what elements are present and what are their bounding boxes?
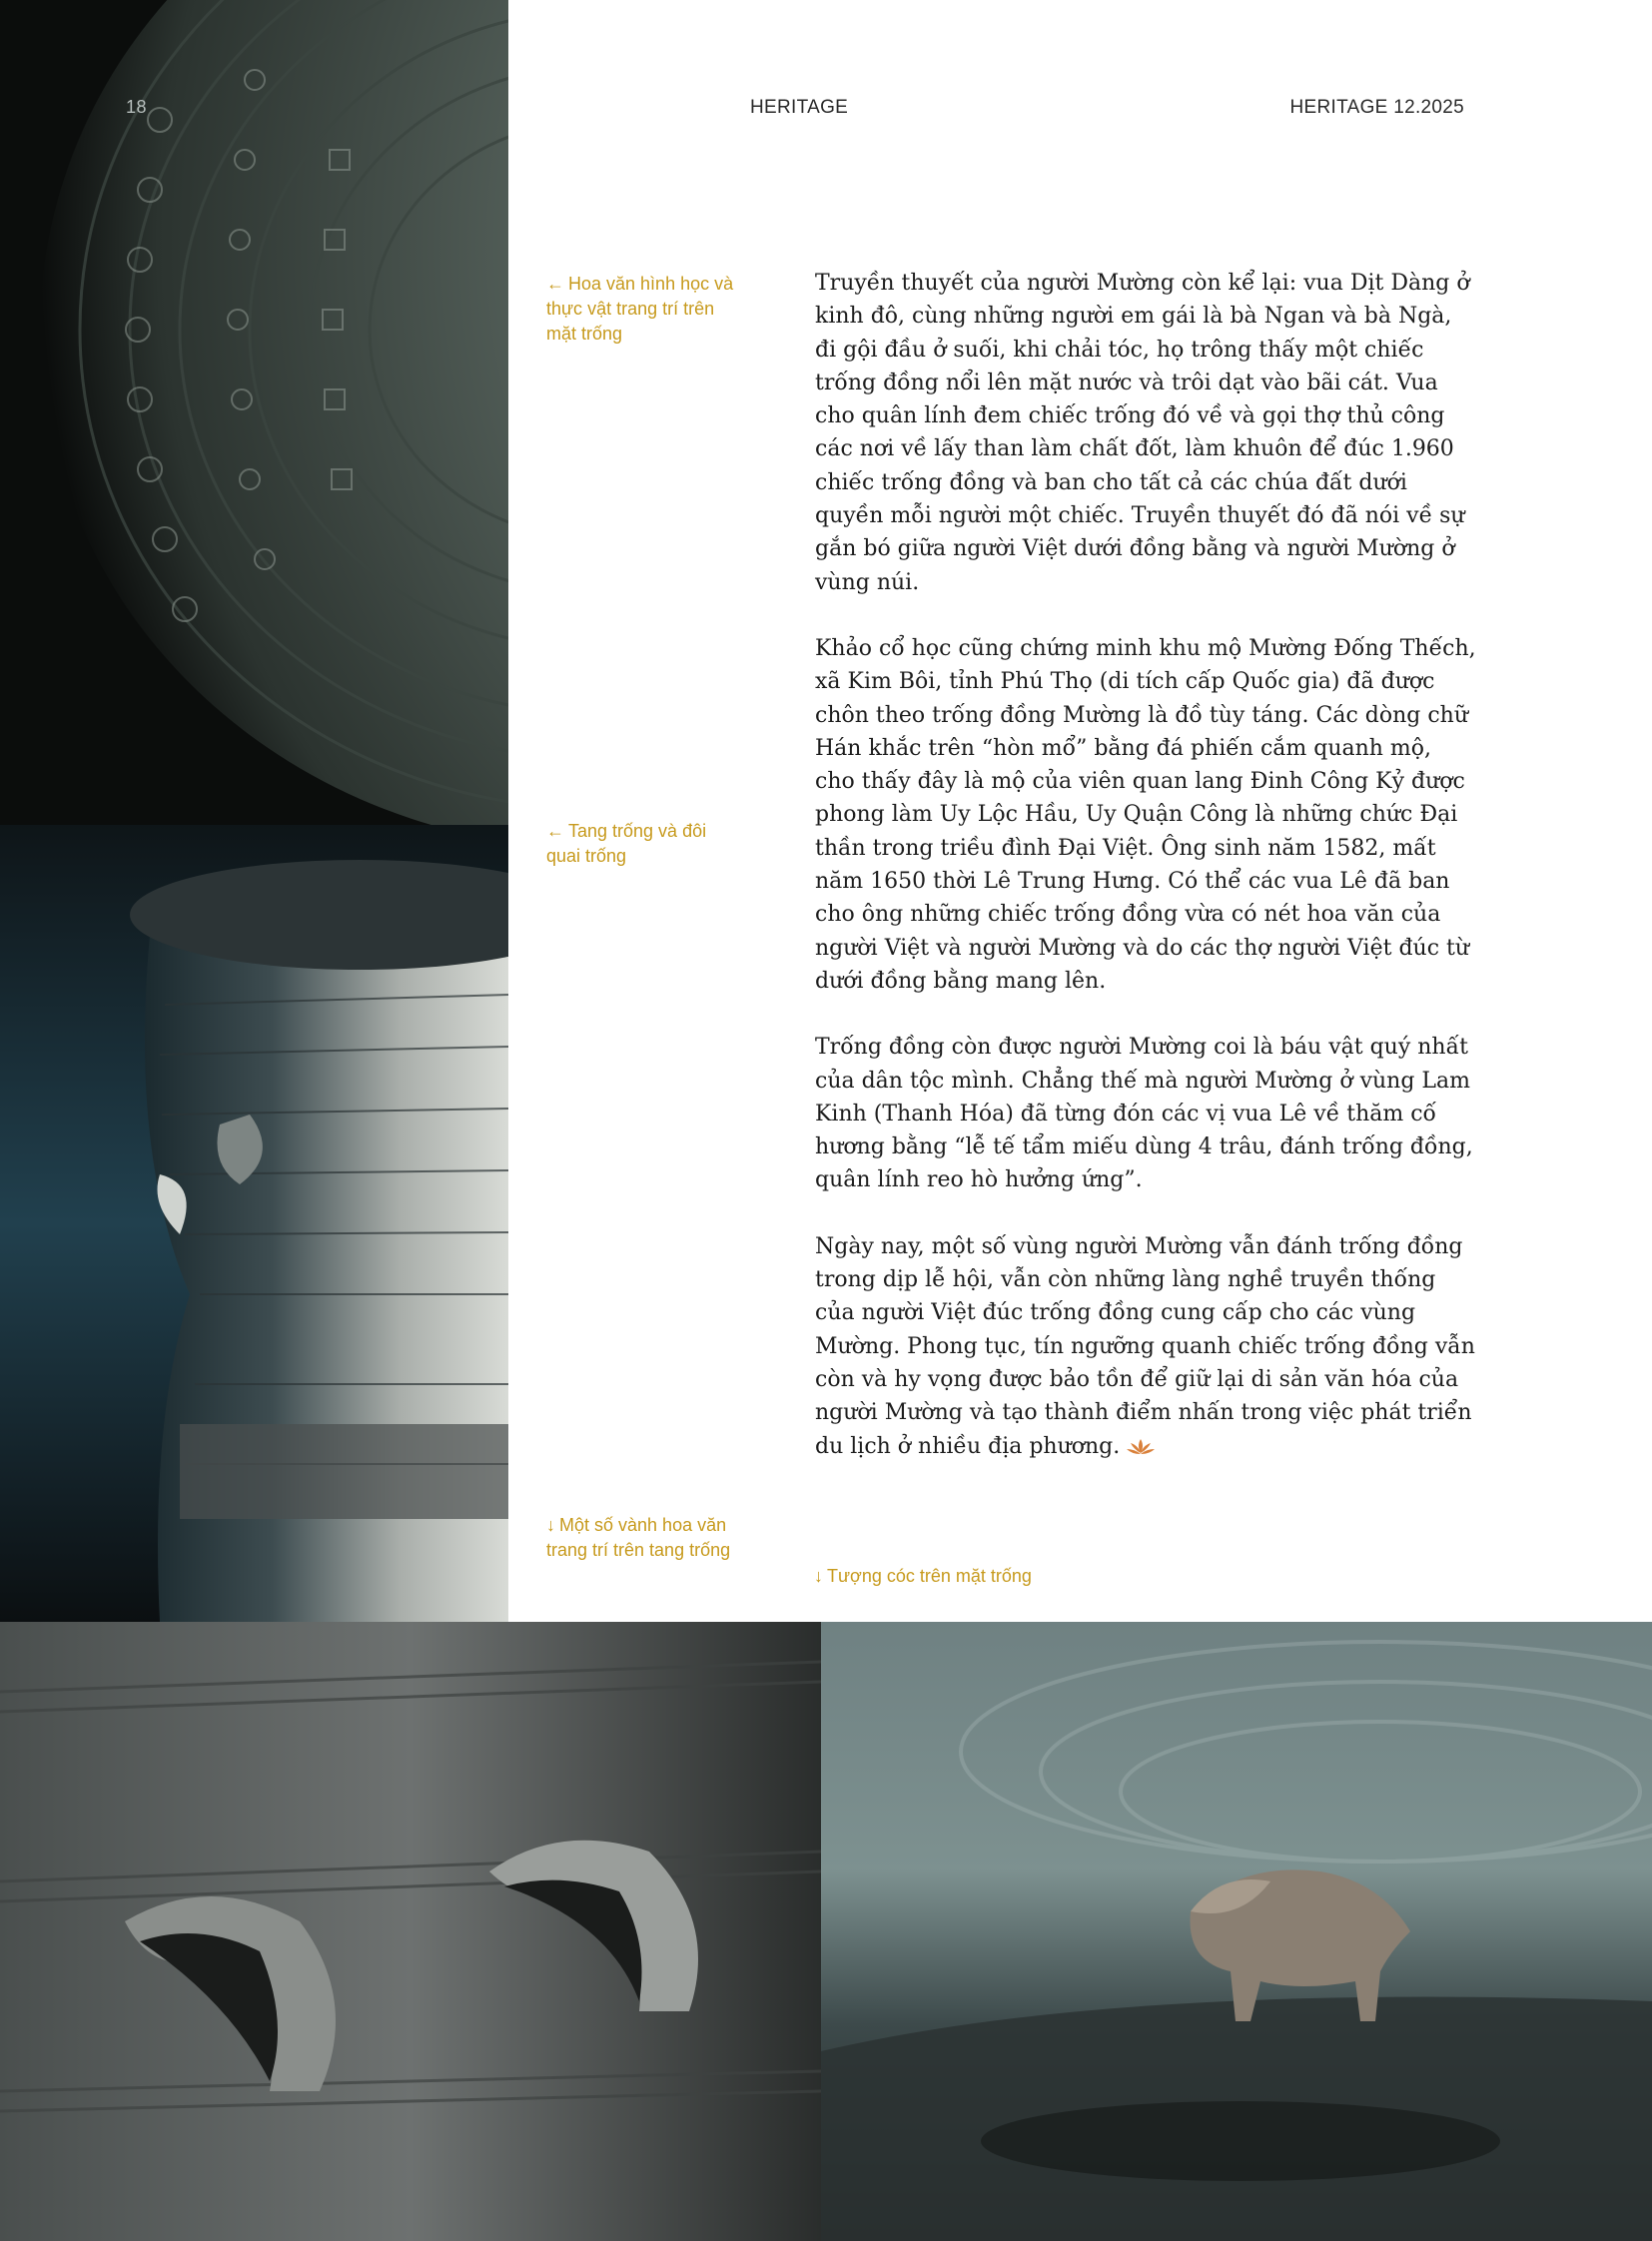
photo-drum-body-handles: [0, 825, 508, 1622]
article-paragraph: Trống đồng còn được người Mường coi là báu vật quý nhất của dân tộc mình. Chẳng thế mà người Mường ở vùng Lam Kinh (Thanh Hóa) đã từng đón các vị vua Lê về thăm cố hương bằng “lễ tế tẩm miếu dùng 4 trâu, đánh trống đồng, quân lính reo hò hưởng ứng”.: [815, 1035, 1473, 1193]
caption-text: Một số vành hoa văn trang trí trên tang trống: [546, 1515, 731, 1560]
issue-label: HERITAGE 12.2025: [1289, 97, 1464, 118]
caption-frog-statue: [814, 1564, 1114, 1589]
photo-drum-handles-closeup: [0, 1622, 821, 2241]
caption-text: Tang trống và đôi quai trống: [546, 821, 707, 866]
photo-frog-statue: [821, 1622, 1652, 2241]
photo-drum-face-patterns: [0, 0, 508, 825]
article-paragraph-text: Ngày nay, một số vùng người Mường vẫn đánh trống đồng trong dịp lễ hội, vẫn còn những làng nghề truyền thống của người Việt đúc trống đồng cung cấp cho các vùng Mường. Phong tục, tín ngưỡng quanh chiếc trống đồng vẫn còn và hy vọng được bảo tồn để giữ lại di sản văn hóa của người Mường và tạo thành điểm nhấn trong việc phát triển du lịch ở nhiều địa phương.: [815, 1233, 1475, 1459]
arrow-down-icon: ↓: [546, 1515, 555, 1535]
arrow-down-icon: ↓: [814, 1566, 823, 1586]
caption-text: Tượng cóc trên mặt trống: [827, 1566, 1032, 1586]
caption-drum-body: [546, 819, 736, 869]
arrow-left-icon: ←: [546, 274, 564, 294]
article-paragraph-last: [815, 1230, 1476, 1467]
caption-drum-face: [546, 272, 736, 347]
arrow-left-icon: ←: [546, 821, 564, 841]
page-number: 18: [126, 97, 148, 117]
article-body: [815, 267, 1476, 1500]
article-paragraph: Truyền thuyết của người Mường còn kể lại: vua Dịt Dàng ở kinh đô, cùng những người em gái là bà Ngan và bà Ngà, đi gội đầu ở suối, khi chải tóc, họ trông thấy một chiếc trống đồng nổi lên mặt nước và trôi dạt vào bãi cát. Vua cho quân lính đem chiếc trống đó về và gọi thợ thủ công các nơi về lấy than làm chất đốt, làm khuôn để đúc 1.960 chiếc trống đồng và ban cho tất cả các chúa đất dưới quyền mỗi người một chiếc. Truyền thuyết đó đã nói về sự gắn bó giữa người Việt dưới đồng bằng và người Mường ở vùng núi.: [815, 271, 1470, 595]
article-paragraph: Khảo cổ học cũng chứng minh khu mộ Mường Đống Thếch, xã Kim Bôi, tỉnh Phú Thọ (di tích cấp Quốc gia) đã được chôn theo trống đồng Mường là đồ tùy táng. Các dòng chữ Hán khắc trên “hòn mổ” bằng đá phiến cắm quanh mộ, cho thấy đây là mộ của viên quan lang Đinh Công Kỷ được phong làm Uy Lộc Hầu, Uy Quận Công là những chức Đại thần trong triều đình Đại Việt. Ông sinh năm 1582, mất năm 1650 thời Lê Trung Hưng. Có thể các vua Lê đã ban cho ông những chiếc trống đồng vừa có nét hoa văn của người Việt và người Mường và do các thợ người Việt đúc từ dưới đồng bằng mang lên.: [815, 635, 1476, 994]
caption-text: Hoa văn hình học và thực vật trang trí trên mặt trống: [546, 274, 734, 344]
section-label: HERITAGE: [750, 97, 849, 118]
lotus-icon: [1126, 1434, 1156, 1467]
caption-drum-rings: [546, 1513, 736, 1563]
